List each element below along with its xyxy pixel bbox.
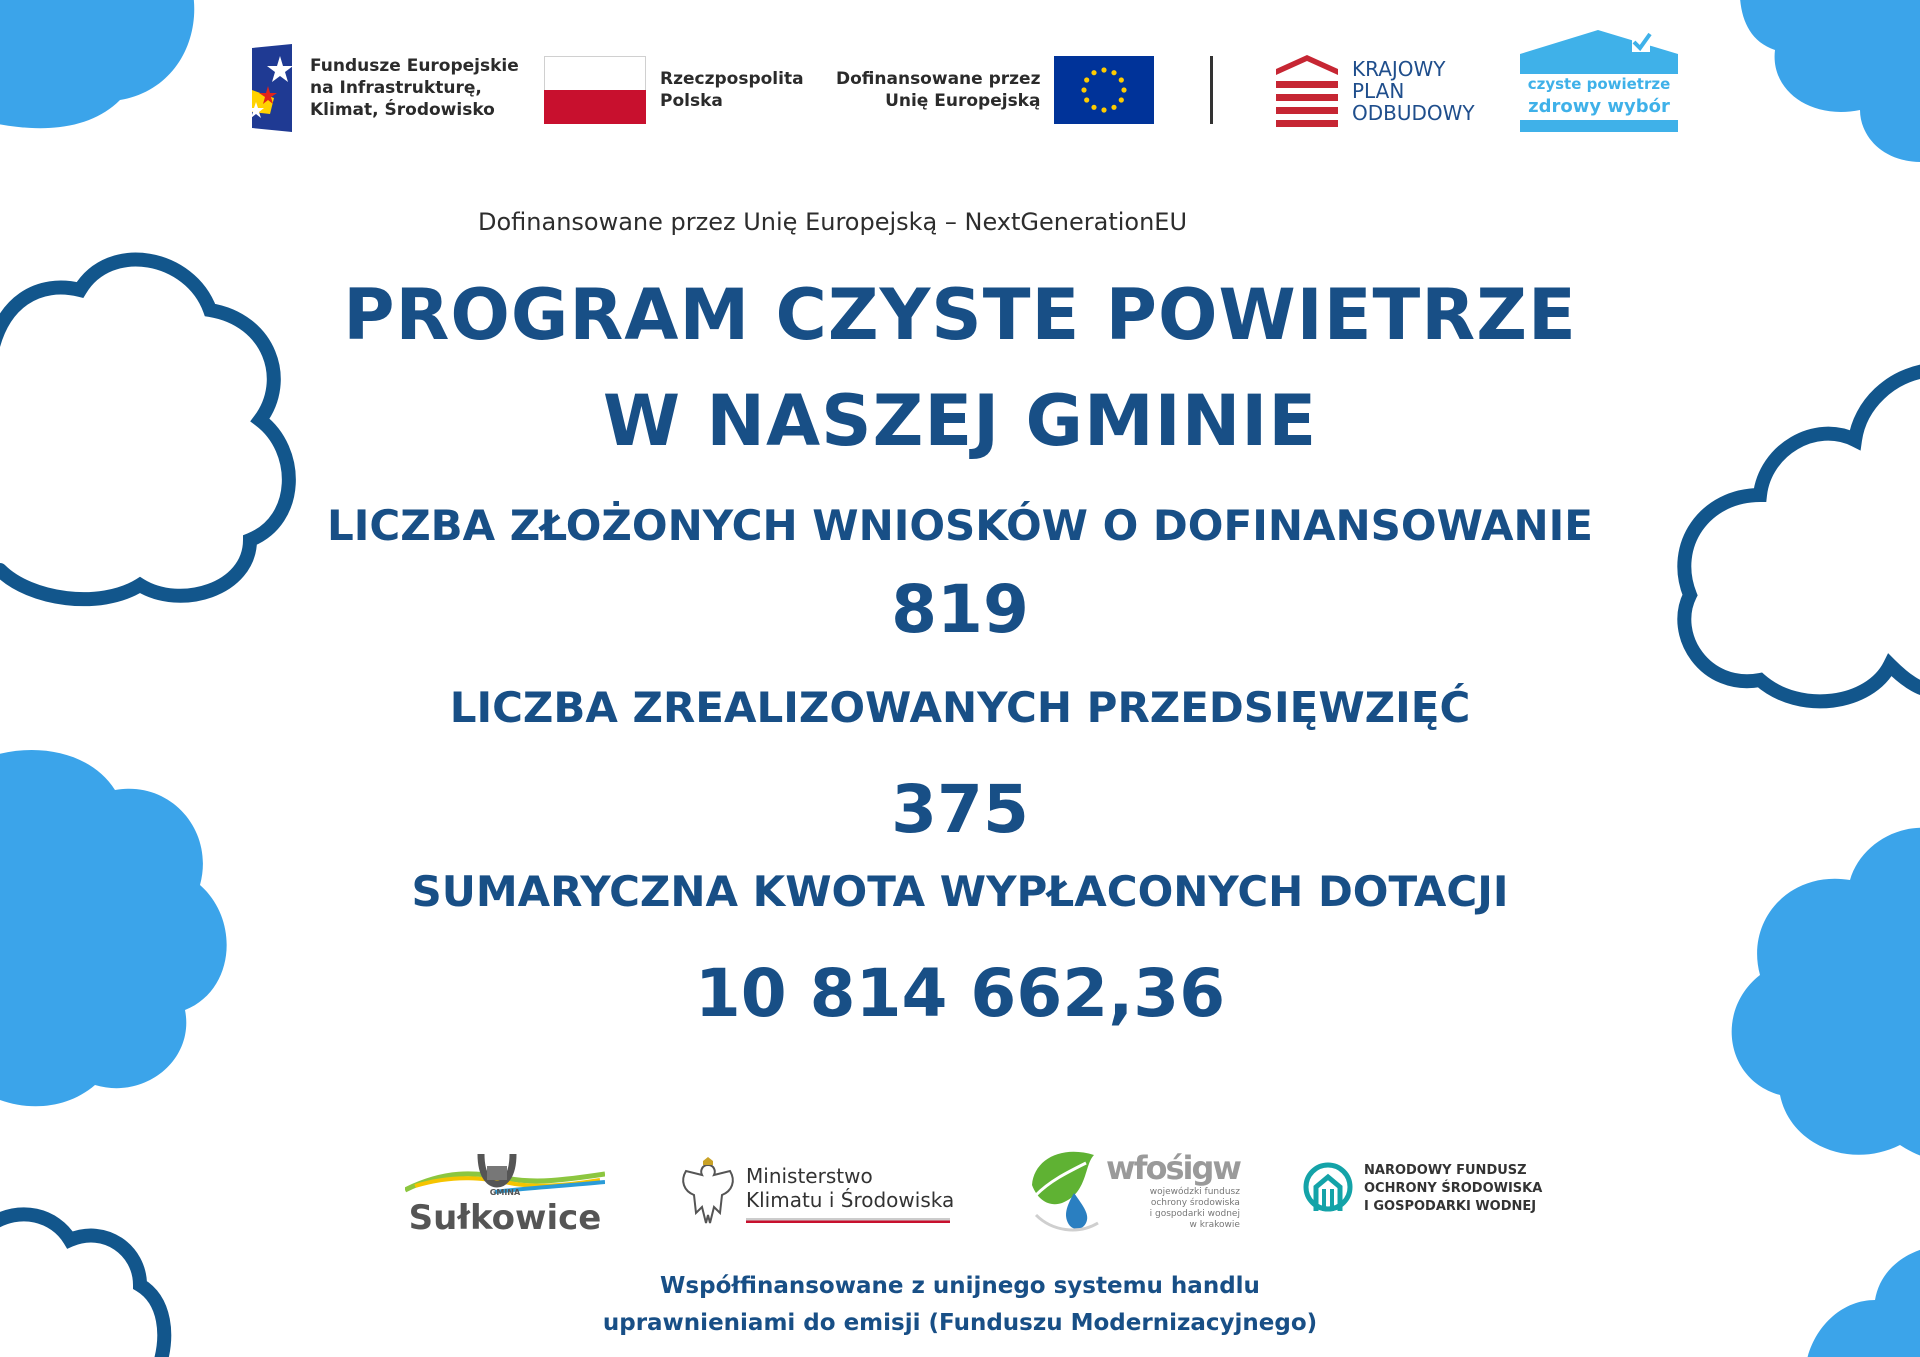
stat-value-projects: 375 [891, 771, 1029, 848]
ministry-underline [746, 1218, 950, 1223]
logo-wfosigw [1022, 1145, 1240, 1237]
logo-unia-europejska [836, 56, 1154, 124]
co-financing-footnote: Współfinansowane z unijnego systemu handlu uprawnieniami do emisji (Funduszu Modernizacyjnego) [602, 1273, 1318, 1336]
title-line-1: PROGRAM CZYSTE POWIETRZE [343, 274, 1577, 356]
header-logos [0, 0, 1920, 150]
stat-label-grants: SUMARYCZNA KWOTA WYPŁACONYCH DOTACJI [411, 867, 1509, 916]
funding-subline: Dofinansowane przez Unię Europejską – NextGenerationEU [478, 208, 1188, 236]
stat-label-applications: LICZBA ZŁOŻONYCH WNIOSKÓW O DOFINANSOWANIE [326, 501, 1593, 550]
main-content [0, 262, 1920, 1034]
fe-emblem-icon [246, 42, 294, 134]
title-line-2: W NASZEJ GMINIE [602, 380, 1318, 462]
logo-czyste-powietrze [1520, 28, 1678, 132]
kpo-emblem-icon [1276, 55, 1338, 127]
nfos-text: NARODOWY FUNDUSZ OCHRONY ŚRODOWISKA I GOSPODARKI WODNEJ [1364, 1163, 1543, 1214]
logo-gmina-sulkowice [405, 1150, 605, 1240]
wfos-name: wfośigw [1106, 1149, 1240, 1187]
polish-eagle-icon [676, 1157, 740, 1229]
cp-line2: zdrowy wybór [1528, 96, 1670, 117]
house-roof-icon [1520, 28, 1678, 68]
fe-text: Fundusze Europejskie na Infrastrukturę, Klimat, Środowisko [310, 56, 519, 120]
logo-krajowy-plan-odbudowy [1276, 55, 1475, 127]
logo-nfosigw [1302, 1161, 1542, 1217]
kpo-text: KRAJOWY PLAN ODBUDOWY [1352, 57, 1475, 125]
logo-rzeczpospolita-polska [544, 56, 804, 124]
polish-flag-icon [544, 56, 646, 124]
gmina-name: Sułkowice [408, 1198, 602, 1238]
cp-inner [1520, 74, 1678, 120]
eu-flag-icon [1054, 56, 1154, 124]
stat-value-applications: 819 [891, 571, 1029, 648]
gmina-small-label: GMINA [489, 1188, 521, 1197]
stat-label-projects: LICZBA ZREALIZOWANYCH PRZEDSIĘWZIĘĆ [449, 683, 1471, 732]
ministry-block [746, 1164, 954, 1223]
leaf-drop-icon [1022, 1145, 1102, 1237]
wfos-block [1106, 1151, 1240, 1231]
wfos-desc: wojewódzki fundusz ochrony środowiska i gospodarki wodnej w krakowie [1149, 1187, 1240, 1230]
rp-text: Rzeczpospolita Polska [660, 69, 804, 111]
stat-value-grants: 10 814 662,36 [694, 955, 1226, 1032]
logo-fundusze-europejskie [246, 42, 519, 134]
ministry-text: Ministerstwo Klimatu i Środowiska [746, 1163, 955, 1212]
nfos-emblem-icon [1302, 1161, 1354, 1217]
logo-ministerstwo-klimatu [676, 1157, 954, 1229]
cp-line1: czyste powietrze [1527, 75, 1671, 93]
logo-divider [1210, 56, 1213, 124]
ue-text: Dofinansowane przez Unię Europejską [836, 69, 1041, 111]
footer-logos [0, 1145, 1920, 1240]
